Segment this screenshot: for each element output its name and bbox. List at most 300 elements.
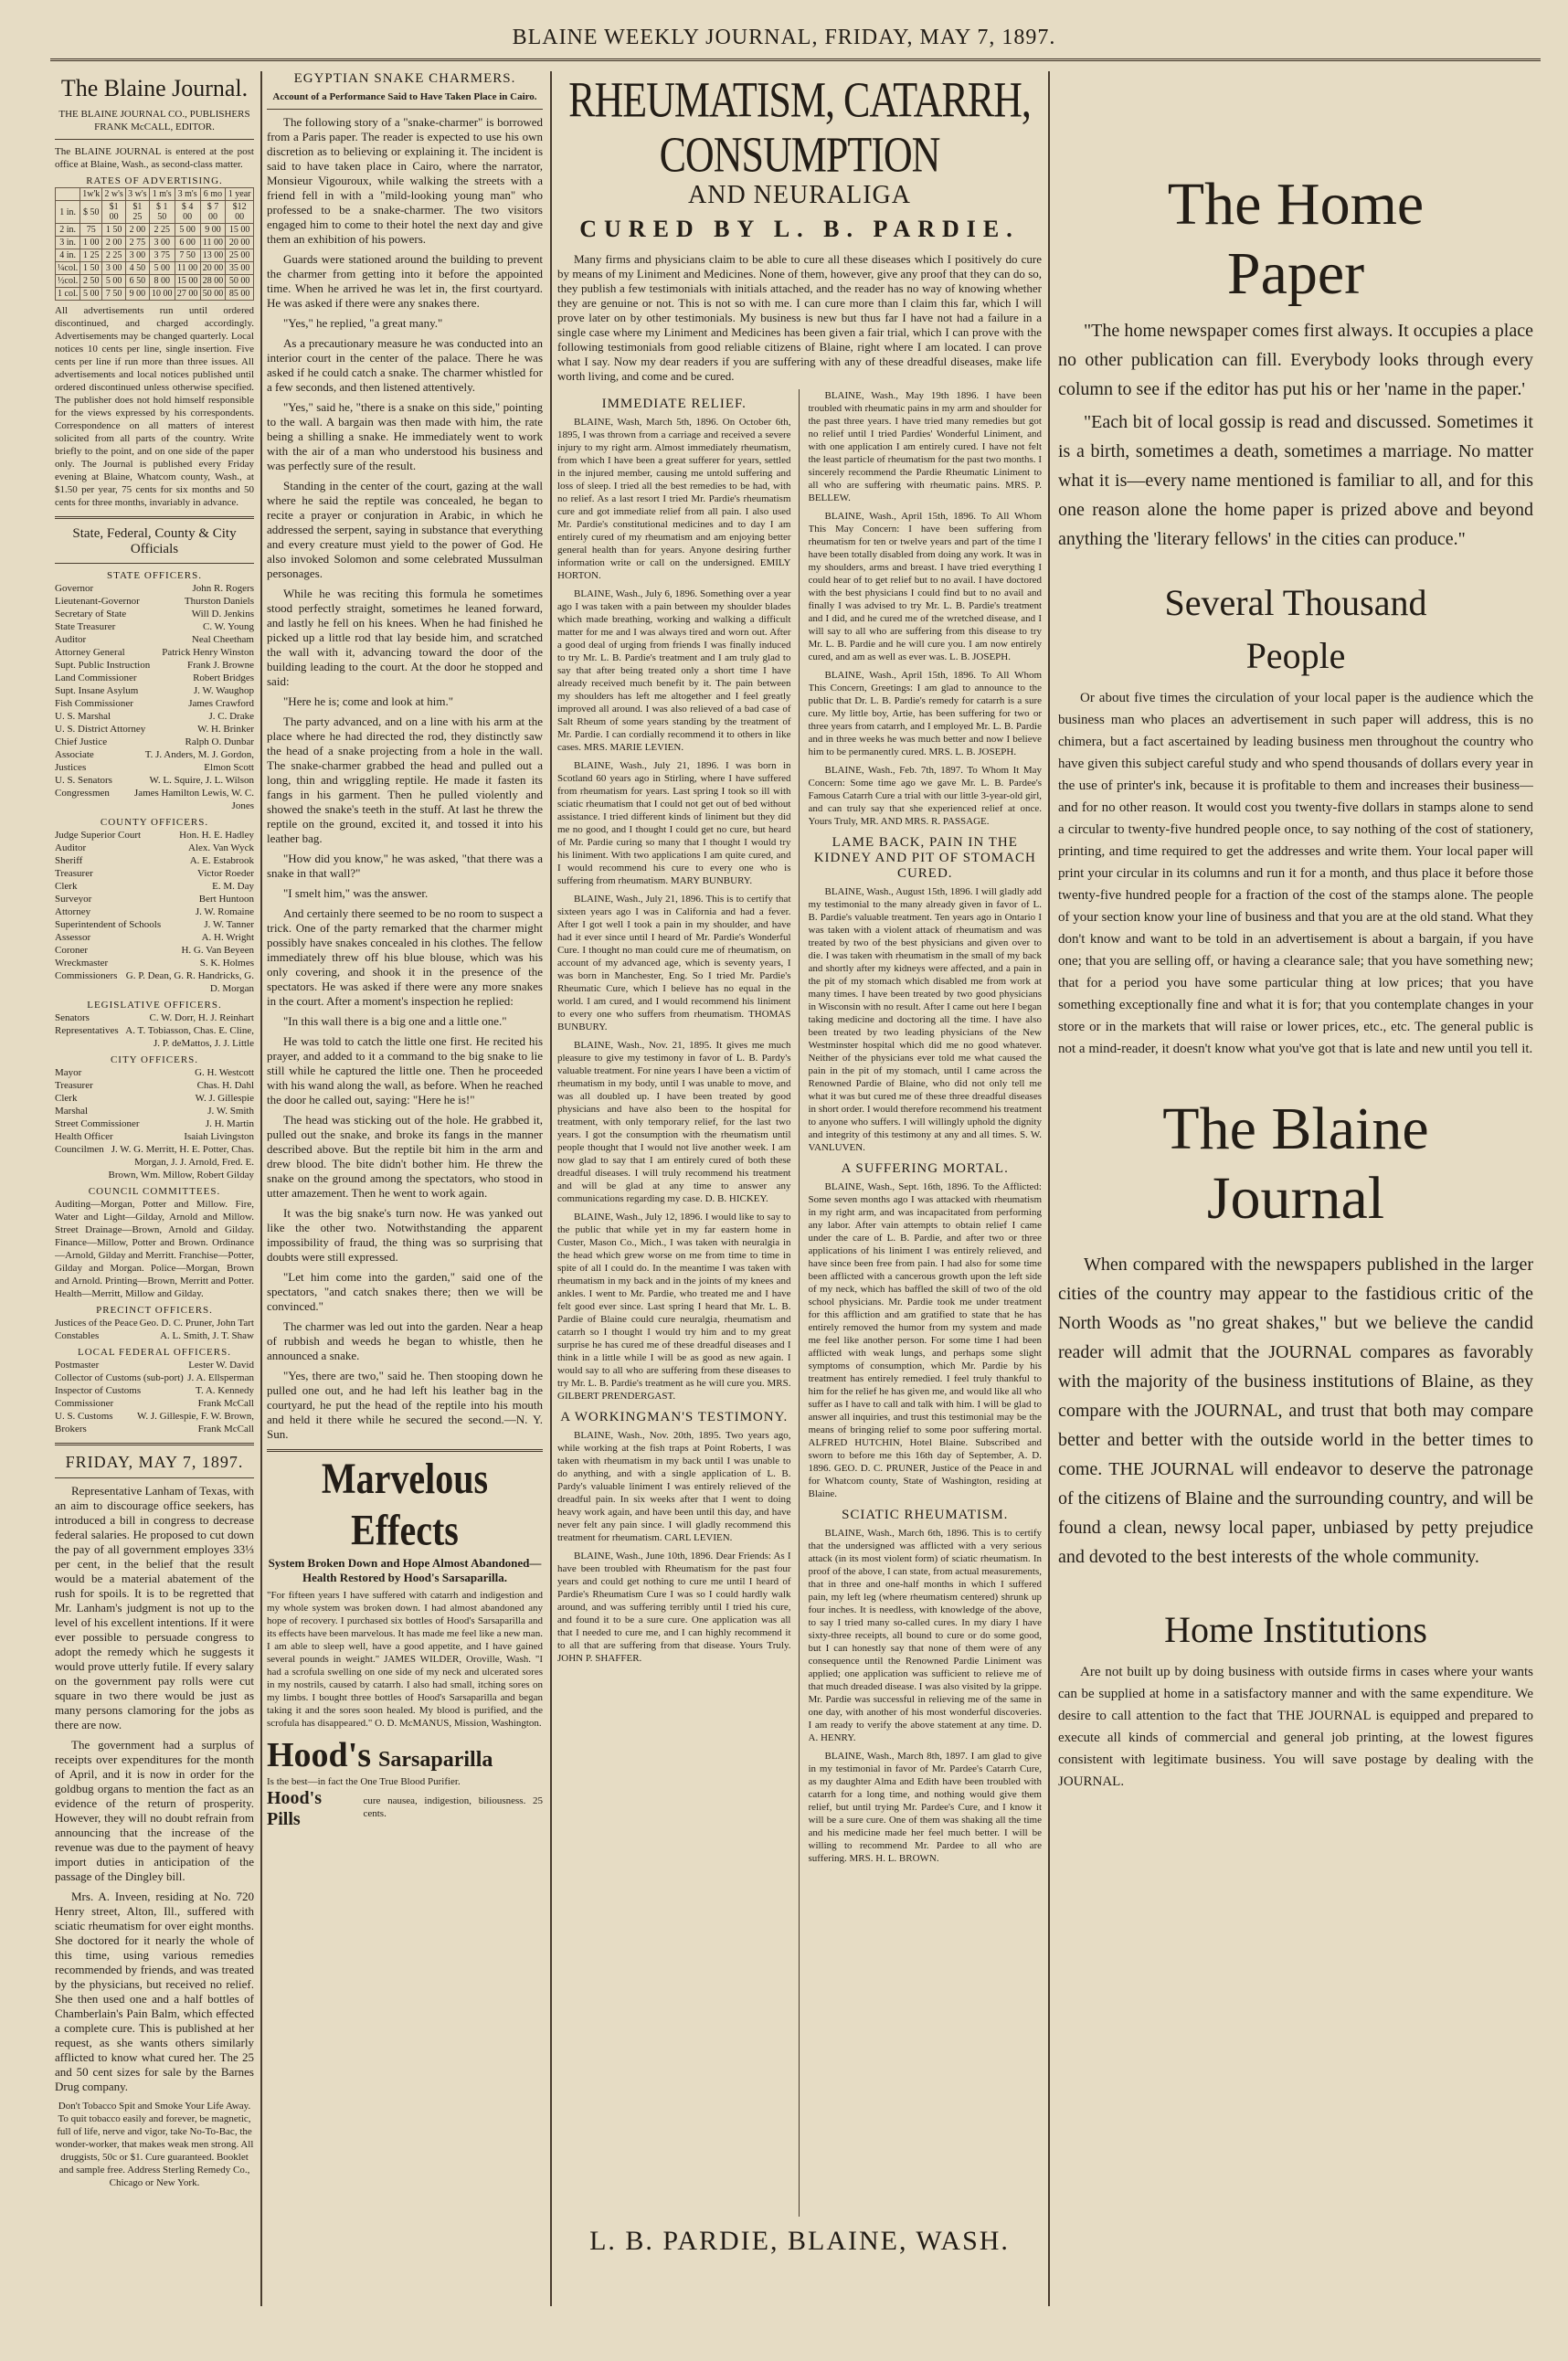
officer-row (55, 969, 254, 995)
article-paragraph: The head was sticking out of the hole. He grabbed it, pulled out the snake, and broke its fangs in the manner described above. But the reptile bit him in the arm and drew blood. The bite didn't bother him. He threw the snake on the ground among the spectators, who stood in utter amazement. Then he went to work again. (267, 1113, 543, 1200)
officer-row (55, 608, 254, 620)
officer-row (55, 880, 254, 893)
testimonial-text: BLAINE, Wash., April 15th, 1896. To All Whom This Concern, Greetings: I am glad to announce to the public that Dr. L. B. Pardie's remedy for catarrh is a sure cure. My little boy, Artie, has been suffering for two or three years from catarrh, and I employed Mr. L. B. Pardie and in three weeks he was much better and now I believe him to be permanently cured. MRS. L. B. JOSEPH. (808, 670, 1042, 757)
testimonial-text: BLAINE, Wash., April 15th, 1896. To All Whom This May Concern: I have been suffering from rheumatism for ten or twelve years and part of the time I have been totally disabled from doing any work. It was in my shoulders, arms and breast. I have tried everything I could hear of to get relief but to no avail. I have doctored with the best physicians I could find but to no avail and finally I was advised to try Mr. L. B. Pardie's treatment and I did, and he cured me of the wretched disease, and I will say to all who are suffering from this disease to try Mr. L. B. Pardie and he will cure you. I am now entirely cured, and am as well as ever was. L. B. JOSEPH. (808, 511, 1042, 662)
officer-row (55, 1105, 254, 1117)
article-title: EGYPTIAN SNAKE CHARMERS. (293, 71, 516, 86)
officer-role: Supt. Public Instruction (55, 660, 151, 671)
rates-cell: 13 00 (200, 249, 226, 262)
rates-header-cell: 1w'k (80, 188, 102, 201)
testimonial-title: A WORKINGMAN'S TESTIMONY. (560, 1410, 789, 1424)
ad-title: Marvelous Effects (321, 1453, 489, 1555)
hoods-logo (267, 1735, 543, 1775)
officer-role: Justices of the Peace (55, 1318, 138, 1329)
article-paragraph: The charmer was led out into the garden. Near a heap of rubbish and weeds he began to whistle, then he announced a snake. (267, 1319, 543, 1362)
rates-cell: 1 col. (56, 288, 80, 301)
officer-role: Coroner (55, 945, 89, 956)
rates-cell: 7 50 (102, 288, 126, 301)
officer-role: Wreckmaster (55, 958, 109, 969)
rates-header-cell: 1 m's (149, 188, 175, 201)
officer-name: Chas. H. Dahl (196, 1080, 254, 1091)
rates-row (56, 224, 254, 237)
blaine-journal-title-1: The Blaine (1162, 1096, 1429, 1162)
officer-row (55, 787, 254, 812)
testimonial-text: BLAINE, Wash., July 21, 1896. I was born in Scotland 60 years ago in Stirling, where I have suffered from rheumatism for years. Last spring I took so ill with sciatic rheumatism that I could not get out of bed without assistance. I tried different kinds of liniment but they did me no good, and I thought I could get no cure, but heard of Mr. Pardie curing so many that I thought I would try his liniment. With two applications I am quite cured, and I would recommend his cure to every one who is suffering from rheumatism. MARY BUNBURY. (557, 760, 791, 886)
divider (267, 109, 543, 110)
officer-role: U. S. Customs Brokers (55, 1411, 113, 1435)
rates-cell: 4 in. (56, 249, 80, 262)
county-officers-list (55, 829, 254, 995)
home-paper-paragraph: "The home newspaper comes first always. It occupies a place no other publication can fill. Everybody looks through every column to see if the editor has put his or her 'name in the paper.' (1058, 321, 1533, 399)
officer-role: Councilmen (55, 1144, 104, 1155)
column-rule (260, 71, 262, 2306)
officer-row (55, 905, 254, 918)
rates-cell: 15 00 (226, 224, 254, 237)
paper-title: The Blaine Journal. (60, 75, 249, 101)
officer-row (55, 620, 254, 633)
rates-row (56, 237, 254, 249)
editorial-paragraph: Representative Lanham of Texas, with an aim to discourage office seekers, has introduced a bill in congress to decrease federal salaries. He proposed to cut down the pay of all government employes 33⅓ per cent, in the belief that the result would be a material abatement of the rush for spoils. It is to be regretted that Mr. Lanham's judgment is not up to the level of his excellent intentions. If it were ever possible to persuade congress to adopt the remedy which he suggests it would prove utterly futile. If every salary on the government pay rolls were cut square in two there would be just as many persons clamoring for the jobs as there are now. (55, 1484, 254, 1731)
officer-role: Marshal (55, 1106, 89, 1117)
hoods-name: Hood's (267, 1736, 372, 1774)
rates-cell: 50 00 (226, 275, 254, 288)
rates-cell: 2 in. (56, 224, 80, 237)
officer-name: W. H. Brinker (197, 724, 254, 735)
officer-role: Governor (55, 583, 94, 594)
officer-row (55, 1011, 254, 1024)
officer-name: Lester W. David (188, 1360, 254, 1371)
officer-row (55, 672, 254, 684)
rates-cell: ½col. (56, 275, 80, 288)
ad-intro (557, 252, 1042, 384)
officer-role: Constables (55, 1330, 100, 1341)
rates-cell: 9 00 (126, 288, 150, 301)
rates-header-cell: 3 m's (175, 188, 200, 201)
officer-name: Frank J. Browne (186, 660, 254, 671)
officer-name: J. W. Smith (207, 1106, 254, 1117)
officer-name: G. P. Dean, G. R. Handricks, G. D. Morgan (125, 970, 254, 994)
rates-row (56, 201, 254, 224)
home-paper-text (1058, 316, 1533, 554)
article-paragraph: He was told to catch the little one first. He recited his prayer, and added to it a command to the big snake to lie still while he captured the little one. Then he proceeded with his wand along the wall, as before. When he reached the door he called out, saying: "Here he is!" (267, 1034, 543, 1106)
legislative-officers-list (55, 1011, 254, 1050)
officer-role: Auditor (55, 842, 87, 853)
rates-cell: 75 (80, 224, 102, 237)
article-paragraph: Standing in the center of the court, gazing at the wall where he said the reptile was concealed, he began to recite a prayer or conjuration in Arabic, in which he addressed the serpent, saying in substance that everything and every creature must yield to the power of God. He also invoked Solomon and some celebrated Mussulman personages. (267, 479, 543, 580)
article-paragraph: While he was reciting this formula he sometimes stood perfectly straight, sometimes he leaned forward, and lastly he fell on his knees. When he had finished he picked up a little rod that lay beside him, and scratched the wall with it, advancing toward the door of the building leading to the court. At the door he stopped and said: (267, 587, 543, 688)
rates-cell: 3 00 (126, 249, 150, 262)
officer-role: U. S. Marshal (55, 711, 111, 722)
rates-header-cell: 1 year (226, 188, 254, 201)
divider (55, 1477, 254, 1478)
hoods-tagline: Is the best—in fact the One True Blood Purifier. (267, 1776, 461, 1787)
rates-cell: 5 00 (149, 262, 175, 275)
officer-row (55, 736, 254, 748)
editor: FRANK McCALL, EDITOR. (94, 122, 215, 132)
column-1 (55, 71, 254, 2189)
institutions-text (1058, 1661, 1533, 1793)
precinct-list (55, 1317, 254, 1342)
officer-name: Isaiah Livingston (184, 1131, 254, 1142)
officer-name: H. G. Van Beyeen (181, 945, 254, 956)
officer-role: Surveyor (55, 894, 92, 905)
officer-role: Attorney General (55, 647, 125, 658)
rates-cell: 2 00 (102, 237, 126, 249)
officer-row (55, 1092, 254, 1105)
ad-footer: L. B. PARDIE, BLAINE, WASH. (589, 2226, 1010, 2256)
article-paragraph: And certainly there seemed to be no room to suspect a trick. One of the party remarked that the charmer might possibly have snakes concealed in his clothes. The fellow immediately threw off his blue blouse, which was his only covering, and shook it in the presence of the spectators. He was asked if there were any more snakes in the court. After a moment's inspection he replied: (267, 906, 543, 1008)
rates-cell: 20 00 (226, 237, 254, 249)
rates-cell: 6 00 (175, 237, 200, 249)
journal-paragraph: When compared with the newspapers published in the larger cities of the country may appear to the fastidious critic of the North Woods as "no great shakes," but we believe the candid reader will admit that the JOURNAL compares as favorably with the majority of the business institutions of Blaine, as they compare with the JOURNAL, and trust that both may compare better and better with the outside world in the better times to come. THE JOURNAL will endeavor to deserve the patronage of the citizens of Blaine and the surrounding country, and will be found a clean, newsy local paper, unbiased by petty prejudice and devoted to the best interests of the whole community. (1058, 1255, 1533, 1567)
officer-name: A. T. Tobiasson, Chas. E. Cline, J. P. deMattos, J. J. Little (125, 1025, 254, 1049)
officer-name: Alex. Van Wyck (188, 842, 254, 853)
rates-cell: 6 50 (126, 275, 150, 288)
rates-cell: 11 00 (200, 237, 226, 249)
rates-row (56, 275, 254, 288)
hoods-pills-name: Hood's Pills (267, 1788, 323, 1829)
federal-list (55, 1359, 254, 1435)
officer-role: Fish Commissioner (55, 698, 133, 709)
divider (55, 1443, 254, 1445)
testimonial-text: BLAINE, Wash., May 19th 1896. I have been troubled with rheumatic pains in my arm and shoulder for the past three years. I have tried many remedies but got no relief until I tried Pardies' Wonderful Liniment, and with one application I am entirely cured. I have not felt the least particle of rheumatism for the past two months. I sincerely recommend the Pardie Rheumatic Liniment to all who are suffering with rheumatic pains. MRS. P. BELLEW. (808, 390, 1042, 503)
officer-name: A. H. Wright (201, 932, 254, 943)
hoods-pills-tag: cure nausea, indigestion, biliousness. 25 cents. (363, 1795, 543, 1819)
rates-cell: $ 7 00 (200, 201, 226, 224)
officer-row (55, 697, 254, 710)
officer-name: Will D. Jenkins (191, 609, 254, 619)
testimonial-text: BLAINE, Wash., Nov. 20th, 1895. Two years ago, while working at the fish traps at Point Roberts, I was taken with rheumatism in my back until I was unable to do anything, and with a single application of L. B. Pardy's valuable liniment I was entirely relieved of the dreadful pain. In six weeks after that I went to doing heavy work again, and have been until this day, and have never felt any pain since. I will gladly recommend this treatment for rheumatism. CARL LEVIEN. (557, 1430, 791, 1543)
testimonials-right (809, 389, 1043, 2217)
rates-cell: 85 00 (226, 288, 254, 301)
article-paragraph: As a precautionary measure he was conducted into an interior court in the center of the palace. There he was asked if he could catch a snake. The charmer whistled for a few seconds, and then listened attentively. (267, 336, 543, 394)
rates-cell: $1 00 (102, 201, 126, 224)
circulation-paragraph: Or about five times the circulation of your local paper is the audience which the business man who places an advertisement in such paper will address, this is no chimera, but a fact ascertained by leading business men throughout the country who have given this subject careful study and who spend thousands of dollars every year in the use of printer's ink, because it is profitable to them and increases their business—and for no other reason. It would cost you twenty-five dollars in stamps alone to send a circular to twenty-five hundred people once, to say nothing of the cost of stationery, printing, and time required to get the addresses and write them. Your local paper will print your circular in its columns and run it for a month, and thus place it before those twenty-five hundred people for a fraction of the cost of the stamps alone. The people of your section know your line of business and that you are at the old stand. What they don't know and want to be told in an advertisement is about a bargain, if you have one; that you are selling off, or having a clearance sale; that you have something new; that for a period you have some particular thing at low prices; that you have something exceptionally fine and what it is for; that you contemplate changes in your store or in the markets that will raise or lower prices, etc., etc. The general public is not a mind-reader, it doesn't know what you've got that is late and new until you tell it. (1058, 691, 1533, 1056)
testimonial-text: BLAINE, Wash., Nov. 21, 1895. It gives me much pleasure to give my testimony in favor of L. B. Pardy's valuable treatment. For nine years I have been a victim of rheumatism in my body, until I was unable to move, and was all doubled up. I have been treated by good physicians and have also been to the hospital for treatment, with only temporary relief, for the last two years. I got the consumption with the rheumatism until people thought that I would not live another week. I am now glad to say that I am entirely cured of both these dreadful diseases. I will truly recommend his treatment and will be glad at any time to answer any communications regarding my case. D. B. HICKEY. (557, 1040, 791, 1204)
officer-name: J. W. G. Merritt, H. E. Potter, Chas. Morgan, J. J. Arnold, Fred. E. Brown, Wm. Millow, Robert Gilday (108, 1144, 254, 1180)
article-paragraph: The party advanced, and on a line with his arm at the place where he had directed the rod, they distinctly saw the head of a snake projecting from a hole in the wall. The snake-charmer grabbed the head and pulled out a long, thin and wriggling reptile. He made it fasten its fangs in his garment. Then he pulled violently and showed the snake's teeth in the stuff. At last he threw the reptile on the ground, excited it, and tossed it into his leather bag. (267, 715, 543, 845)
officer-row (55, 1079, 254, 1092)
officer-role: Health Officer (55, 1131, 113, 1142)
officer-row (55, 1397, 254, 1410)
officer-name: Neal Cheetham (191, 634, 254, 645)
rates-cell: 2 75 (126, 237, 150, 249)
officer-role: Congressmen (55, 788, 110, 799)
officer-row (55, 633, 254, 646)
officer-name: J. W. Tanner (204, 919, 254, 930)
state-officers-list (55, 582, 254, 812)
officer-role: Assessor (55, 932, 91, 943)
officer-role: Secretary of State (55, 609, 127, 619)
officer-name: Bert Huntoon (198, 894, 254, 905)
testimonial-text: BLAINE, Wash., August 15th, 1896. I will gladly add my testimonial to the many already given in favor of L. B. Pardie's valuable treatment. Ten years ago in Ontario I was taken with a violent attack of rheumatism and was treated by two of the best physicians and given over to die. I was taken with rheumatism in the small of my back and shortly after my kidneys were affected, and a pain in the pit of my stomach which disabled me from work at many times. I have been treated by two good physicians in Wisconsin with no result. After I came out here I began taking medicine and doctoring all the time. I have also been treated by two leading physicians of the New Westminster hospital which did me no good whatever. Neither of the physicians ever told me what caused the pain in the pit of my stomach, until I came across the Renowned Pardie of Blaine, who did not only tell me what it was but cured me of these three dreadful diseases in short order. I would therefore recommend his treatment to anyone who suffers. I will willingly uphold the dignity and integrity of this testimony at any and all times. S. W. VANLUVEN. (808, 886, 1042, 1153)
rates-cell: 35 00 (226, 262, 254, 275)
rates-cell: $1 25 (126, 201, 150, 224)
officer-name: Geo. D. C. Pruner, John Tart (139, 1318, 254, 1329)
rates-cell: 1 50 (80, 262, 102, 275)
rates-cell: 5 00 (80, 288, 102, 301)
journal-text (1058, 1250, 1533, 1572)
federal-title: LOCAL FEDERAL OFFICERS. (78, 1347, 231, 1358)
column-5 (1058, 71, 1533, 1798)
committees-text: Auditing—Morgan, Potter and Millow. Fire, Water and Light—Gilday, Arnold and Millow. Street Drainage—Brown, Arnold and Gilday. Finance—Millow, Potter and Brown. Ordinance—Arnold, Gilday and Merritt. Franchise—Potter, Gilday and Morgan. Police—Morgan, Brown and Arnold. Printing—Brown, Merritt and Potter. Health—Merritt, Millow and Gilday. (55, 1199, 254, 1299)
testimonial-text: BLAINE, Wash., July 6, 1896. Something over a year ago I was taken with a pain between my shoulder blades which made breathing, working and walking a difficult matter for me and I was always tired and worn out. After a good deal of urging from friends I was finally induced to try Mr. L. B. Pardie's treatment and I am truly glad to say that after being treated only a short time I have already received much benefit by it. The pain between my shoulders has left me altogether and I feel greatly improved all around. I was also relieved of a bad case of Salt Rheum of some years standing by the treatment of Mr. Pardie. I can cordially recommend it to others in like cases. MRS. MARIE LEVIEN. (557, 588, 791, 753)
intro-paragraph: Many firms and physicians claim to be able to cure all these diseases which I positively do cure by means of my Liniment and Medicines. None of them, however, give any proof that they can do so, they publish a few testimonials with initials attached, and the reader has no way of knowing whether they are genuine or not. This is not so with me. I can cure more than I claim this far, which I will prove later on by other testimonials. My business is new but thus far I have not had a failure in a single case where my Liniment and Medicines has been given a fair trial, which I can prove with the following testimonials from good reliable citizens of Blaine, right where I am located. I can prove what I say. Now my dear readers if you are suffering with any of these dreadful diseases, make life worth living, and come and be cured. (557, 252, 1042, 383)
officer-row (55, 1359, 254, 1371)
rates-cell: 2 00 (126, 224, 150, 237)
officer-name: J. W. Romaine (195, 906, 254, 917)
article-paragraph: "In this wall there is a big one and a little one." (283, 1014, 507, 1028)
rates-cell: 50 00 (200, 288, 226, 301)
rates-cell: 4 50 (126, 262, 150, 275)
officer-role: Judge Superior Court (55, 830, 142, 841)
editorial-paragraph: Mrs. A. Inveen, residing at No. 720 Henry street, Alton, Ill., suffered with sciatic rheumatism for over eight months. She doctored for it nearly the whole of this time, using various remedies recommended by friends, and was treated by the physicians, but received no relief. She then used one and a half bottles of Chamberlain's Pain Balm, which effected a complete cure. This is published at her request, as she wants others similarly afflicted to know what cured her. The 25 and 50 cent sizes for sale by the Barnes Drug company. (55, 1890, 254, 2093)
officer-name: Thurston Daniels (184, 596, 254, 607)
officials-title: State, Federal, County & City Officials (72, 526, 237, 556)
dateline: FRIDAY, MAY 7, 1897. (65, 1453, 244, 1471)
testimonial-title: IMMEDIATE RELIEF. (601, 397, 747, 411)
rates-cell: 28 00 (200, 275, 226, 288)
officer-row (55, 918, 254, 931)
testimonial-text: BLAINE, Wash., Feb. 7th, 1897. To Whom It May Concern: Some time ago we gave Mr. L. B. Pardee's Famous Catarrh Cure a trial with our little 3-year-old girl, and can truly say that she experienced relief at once. Yours Truly, MR. AND MRS. R. PASSAGE. (808, 765, 1042, 827)
officer-role: Clerk (55, 1093, 78, 1104)
hoods-pills (267, 1788, 543, 1830)
rates-table (55, 187, 254, 301)
officer-row (55, 1024, 254, 1050)
officer-name: Robert Bridges (193, 672, 254, 683)
rates-cell: 3 00 (149, 237, 175, 249)
officer-row (55, 723, 254, 736)
testimonials-left (557, 389, 800, 2217)
editorial-paragraph: The government had a surplus of receipts over expenditures for the month of April, and it is now in order for the goldbug organs to mention the fact as an evidence of the return of prosperity. However, they will no doubt refrain from announcing that the increase of the revenue was due to the payment of heavy import duties in anticipation of the passage of the Dingley bill. (55, 1738, 254, 1883)
column-rule (550, 71, 552, 2306)
rates-body (56, 201, 254, 301)
article-paragraph: Guards were stationed around the building to prevent the charmer from getting into it before the appointed time. When he arrived he was let in, the first courtyard. He was asked if there were any snakes there. (267, 252, 543, 310)
officer-role: Treasurer (55, 868, 93, 879)
rates-cell: $12 00 (226, 201, 254, 224)
rates-cell: 11 00 (175, 262, 200, 275)
officer-row (55, 829, 254, 842)
officer-role: U. S. District Attorney (55, 724, 146, 735)
rates-cell: 27 00 (175, 288, 200, 301)
officer-role: Senators (55, 1012, 90, 1023)
officer-name: Patrick Henry Winston (162, 647, 254, 658)
officer-name: C. W. Young (203, 621, 254, 632)
blaine-journal-title-2: Journal (1206, 1165, 1385, 1232)
testimonial-text: BLAINE, Wash., March 6th, 1896. This is to certify that the undersigned was afflicted with a very serious attack (in its most violent form) of sciatic rheumatism. In proof of the above, I can state, from actual measurements, that in three and one-half months in which I suffered pain, my left leg (where rheumatism centered) shrunk up four inches. It is needless, with knowledge of the above, to say I tried many so-called cures. In my diary I have sixty-three receipts, all bound to cure or do some good, but I can honestly say that none of them were of any consequence until the Renowned Pardie Liniment was applied; one application was sufficient to relieve me of that much dreaded disease. I was also visited by la grippe. Mr. Pardie was successful in relieving me of the same in one day, with another of his most wonderful discoveries. I am ready to verify the above statement at any time. D. A. HENRY. (808, 1528, 1042, 1743)
officer-role: Supt. Insane Asylum (55, 685, 139, 696)
officer-role: Auditor (55, 634, 87, 645)
officer-row (55, 1066, 254, 1079)
column-rule (1048, 71, 1050, 2306)
officer-role: Treasurer (55, 1080, 93, 1091)
officer-row (55, 854, 254, 867)
testimonial-columns (557, 389, 1042, 2217)
hoods-product: Sarsaparilla (378, 1748, 493, 1772)
officer-role: Postmaster (55, 1360, 100, 1371)
snake-article-body (267, 115, 543, 1442)
rates-cell: ¼col. (56, 262, 80, 275)
column-2 (267, 71, 543, 1830)
publisher: THE BLAINE JOURNAL CO., PUBLISHERS (58, 109, 250, 120)
officer-name: S. K. Holmes (199, 958, 254, 969)
divider (55, 139, 254, 140)
rates-cell: 1 in. (56, 201, 80, 224)
officer-role: Clerk (55, 881, 78, 892)
rates-header-cell: 3 w's (126, 188, 150, 201)
rates-cell: 8 00 (149, 275, 175, 288)
officer-row (55, 957, 254, 969)
officer-row (55, 944, 254, 957)
officer-name: A. E. Estabrook (189, 855, 254, 866)
officer-name: Frank McCall (197, 1398, 254, 1409)
home-paper-title-2: Paper (1226, 240, 1365, 307)
entered-notice: The BLAINE JOURNAL is entered at the post office at Blaine, Wash., as second-class matter. (55, 146, 254, 170)
rates-cell: 7 50 (175, 249, 200, 262)
testimonial-title: LAME BACK, PAIN IN THE KIDNEY AND PIT OF STOMACH CURED. (813, 835, 1036, 881)
officer-role: Inspector of Customs (55, 1385, 142, 1396)
testimonial-text: BLAINE, Wash., July 21, 1896. This is to certify that sixteen years ago I was in California and had a fever. After I got well I took a pain in my shoulder, and have had it ever since until I heard of Mr. Pardie's Wonderful Cure. I thought no man could cure me of rheumatism, on account of my advanced age, which is seventy years, I was born in Manchester, Eng. So I tried Mr. Pardie's Rheumatic Cure, which I believe has no equal in the world. I am cured, and I would recommend his liniment to every one who suffers from rheumatism. THOMAS BUNBURY. (557, 894, 791, 1032)
circulation-text (1058, 687, 1533, 1060)
ad-headline-2: AND NEURALIGA (688, 181, 911, 209)
officer-name: T. J. Anders, M. J. Gordon, Elmon Scott (144, 749, 254, 773)
officer-role: Collector of Customs (sub-port) (55, 1372, 184, 1383)
officer-row (55, 1117, 254, 1130)
officer-role: Chief Justice (55, 736, 108, 747)
officer-role: Lieutenant-Governor (55, 596, 140, 607)
officer-row (55, 867, 254, 880)
precinct-title: PRECINCT OFFICERS. (96, 1305, 213, 1316)
several-thousand-title: Several Thousand (1164, 582, 1427, 623)
article-paragraph: "How did you know," he was asked, "that there was a snake in that wall?" (267, 852, 543, 880)
officer-row (55, 659, 254, 672)
testimonial-text: BLAINE, Wash., March 8th, 1897. I am glad to give in my testimonial in favor of Mr. Pardee's Catarrh Cure, as my daughter Alma and Edith have been troubled with catarrh for a long time, and nothing would give them relief, but until trying Mr. Pardee's Cure, and I know it will be a sure cure. One of them was shaking all the time and his medicine made her feel much better. I will be willing to recommend Mr. Pardee to all who are suffering. MRS. H. L. BROWN. (808, 1751, 1042, 1864)
institutions-paragraph: Are not built up by doing business with outside firms in cases where your wants can be supplied at home in a satisfactory manner and with the same expenditure. We desire to call attention to the fact that THE JOURNAL is equipped and prepared to execute all kinds of commercial and general job printing, at the lowest figures consistent with legitimate business. You will save postage by dealing with the JOURNAL. (1058, 1665, 1533, 1789)
article-paragraph: "Yes," he replied, "a great many." (283, 316, 443, 330)
editorial-text (55, 1484, 254, 2094)
officer-name: James Hamilton Lewis, W. C. Jones (133, 788, 254, 811)
officer-role: Attorney (55, 906, 91, 917)
home-paper-paragraph: "Each bit of local gossip is read and discussed. Sometimes it is a birth, sometimes a death, sometimes a marriage. No matter what it is—every name mentioned is familiar to all, and for this one reason alone the home paper is prized above and beyond anything the 'literary fellows' in the cities can produce." (1058, 412, 1533, 549)
rates-cell: 1 50 (102, 224, 126, 237)
rates-cell: 3 in. (56, 237, 80, 249)
officer-role: Land Commissioner (55, 672, 137, 683)
officer-row (55, 582, 254, 595)
officer-name: E. M. Day (212, 881, 254, 892)
officer-role: Sheriff (55, 855, 83, 866)
article-subtitle: Account of a Performance Said to Have Taken Place in Cairo. (272, 91, 537, 102)
rates-row (56, 262, 254, 275)
officer-name: W. L. Squire, J. L. Wilson (149, 775, 254, 786)
article-paragraph: "Yes, there are two," said he. Then stooping down he pulled one out, and he had left his leather bag in the courtyard, he put the head of the reptile into his mouth and held it there while he secured the second.—N. Y. Sun. (267, 1369, 543, 1441)
officer-name: J. C. Drake (208, 711, 254, 722)
city-officers-list (55, 1066, 254, 1181)
officer-name: W. J. Gillespie, F. W. Brown, Frank McCall (137, 1411, 254, 1435)
rates-cell: 3 00 (102, 262, 126, 275)
officer-name: James Crawford (188, 698, 254, 709)
testimonial-title: A SUFFERING MORTAL. (841, 1161, 1009, 1176)
top-rule (50, 58, 1541, 61)
officer-row (55, 842, 254, 854)
officer-role: Mayor (55, 1067, 82, 1078)
officer-row (55, 748, 254, 774)
officer-row (55, 1317, 254, 1329)
officer-row (55, 595, 254, 608)
rates-cell: $ 50 (80, 201, 102, 224)
rates-header-row (56, 188, 254, 201)
article-paragraph: The following story of a "snake-charmer" is borrowed from a Paris paper. The reader is expected to use his own discretion as to believing or explaining it. The incident is said to have taken place in Cairo, where the narrator, Monsieur Vigouroux, while walking the streets with a friend fell in with a "mild-looking young man" who professed to be a snake-charmer. The two visitors engaged him to come to their hotel the next day and give them an exhibition of his powers. (267, 115, 543, 246)
officer-name: G. H. Westcott (195, 1067, 254, 1078)
divider (267, 1449, 543, 1452)
rates-cell: 9 00 (200, 224, 226, 237)
testimonial-text: BLAINE, Wash., July 12, 1896. I would like to say to the public that while yet in my far eastern home in Custer, Mason Co., Mich., I was taken with neuralgia in the head which grew worse on me from time to time in spite of all I could do. In the meantime I was taken with rheumatism in my back and in the joints of my knees and ankles. I went to Mr. Pardie, who treated me and I have felt good ever since. Last spring I heard that Mr. L. B. Pardie of Blaine could cure neuralgia, rheumatism and catarrh so I thought I would try him and to my great surprise he has cured me of these dreadful diseases and I think in a little while I will be as good as new again. I would say to all who are suffering from these diseases to try Mr. L. B. Pardie's treatment as he will cure you. MRS. GILBERT PRENDERGAST. (557, 1212, 791, 1402)
officer-row (55, 931, 254, 944)
officer-row (55, 1384, 254, 1397)
rates-cell: 1 00 (80, 237, 102, 249)
officer-row (55, 1329, 254, 1342)
officer-row (55, 893, 254, 905)
rates-header-cell: 6 mo (200, 188, 226, 201)
officer-role: Commissioner (55, 1398, 114, 1409)
officer-name: J. A. Ellsperman (187, 1372, 254, 1383)
officer-name: C. W. Dorr, H. J. Reinhart (149, 1012, 254, 1023)
rates-cell: $ 1 50 (149, 201, 175, 224)
article-paragraph: "Yes," said he, "there is a snake on this side," pointing to the wall. A bargain was then made with him, the rate being a shilling a snake. He immediately went to work with the air of a man who understood his business and was perfectly sure of the result. (267, 400, 543, 472)
rates-cell: 2 25 (102, 249, 126, 262)
home-institutions-title: Home Institutions (1164, 1609, 1427, 1650)
rates-cell: 2 50 (80, 275, 102, 288)
committees-title: COUNCIL COMMITTEES. (88, 1186, 221, 1197)
state-officers-title: STATE OFFICERS. (107, 570, 202, 581)
cured-by: CURED BY L. B. PARDIE. (579, 216, 1020, 242)
article-paragraph: "Here he is; come and look at him." (283, 694, 454, 708)
officer-role: Commissioners (55, 970, 118, 981)
rates-cell: 20 00 (200, 262, 226, 275)
article-paragraph: "Let him come into the garden," said one of the spectators, "and catch snakes there; then we will be convinced." (267, 1270, 543, 1313)
rates-cell: 1 25 (80, 249, 102, 262)
officer-name: John R. Rogers (192, 583, 254, 594)
divider (55, 563, 254, 564)
rates-row (56, 249, 254, 262)
testimonial-title: SCIATIC RHEUMATISM. (842, 1508, 1009, 1522)
ad-text: "For fifteen years I have suffered with catarrh and indigestion and my whole system was broken down. I had almost abandoned any hope of recovery. I purchased six bottles of Hood's Sarsaparilla and its effects have been marvelous. It has made me feel like a new man. I am able to sleep well, have a good appetite, and I have gained several pounds in weight." JAMES WILDER, Oroville, Wash. "I had a scrofula swelling on one side of my neck and ulcerated sores in my nostrils, caused by catarrh. I also had small, itching sores on my limbs. I bought three bottles of Hood's Sarsaparilla and began taking it and the sores soon healed. My blood is purified, and the scrofula has disappeared." O. D. McMANUS, Mission, Washington. (267, 1590, 543, 1729)
testimonial-text: BLAINE, Wash., Sept. 16th, 1896. To the Afflicted: Some seven months ago I was attacked with rheumatism in my right arm, and was incapacitated from performing any labor. After vain attempts to obtain relief I came under the care of L. B. Pardie, and after two or three applications of his liniment I was entirely relieved, and have since been free from pain. I had also for some time been afflicted with a cancerous growth upon the left side of my neck, which has baffled the skill of two of the old school physicians. Mr. Pardie took me under treatment for this affliction and am gratified to state that he has entirely removed the humor from my system and made me feel like another person. For some time I had been afflicted with weak lungs, and perhaps some slight symptoms of consumption, which Mr. Pardie by his treatment has entirely remedied. I feel truly thankful to him for the relief he has given me, and would like all who suffer as I have to call and talk with him. I will be glad to answer all inquiries, and trust this testimonial may be the means of bringing relief to some poor suffering mortal. ALFRED HUTCHIN, Hotel Blaine. Subscribed and sworn to before me this 16th day of September, A. D. 1896. GEO. D. C. PRUNER, Justice of the Peace in and for Whatcom county, State of Washington, residing at Blaine. (808, 1181, 1042, 1499)
people-title: People (1245, 635, 1346, 676)
ad-subtitle: System Broken Down and Hope Almost Abandoned—Health Restored by Hood's Sarsaparilla. (268, 1556, 542, 1584)
testimonial-text: BLAINE, Wash, March 5th, 1896. On October 6th, 1895, I was thrown from a carriage and received a severe injury to my right arm. Almost immediately rheumatism, from which I have been a great sufferer for years, settled in the injured member, causing me untold suffering and loss of sleep. I tried all the best remedies to be had, with no relief. As a last resort I tried Mr. Pardie's rheumatism cure and got immediate relief from all pain. I also used Mr. Pardie's constitutional medicines and to day I am entirely cured of my rheumatism and am enjoying better general health than for years. Anyone desiring further information write or call on the undersigned. EMILY HORTON. (557, 417, 791, 581)
officer-role: U. S. Senators (55, 775, 112, 786)
divider (55, 516, 254, 519)
article-paragraph: "I smelt him," was the answer. (283, 886, 429, 900)
article-paragraph: It was the big snake's turn now. He was yanked out like the other two. Notwithstanding the apparent impossibility of fraud, the thing was so surprising that doubts were still expressed. (267, 1206, 543, 1264)
home-paper-title-1: The Home (1167, 171, 1425, 238)
rates-title: RATES OF ADVERTISING. (86, 175, 223, 186)
officer-role: Associate Justices (55, 749, 94, 773)
rates-cell: 15 00 (175, 275, 200, 288)
officer-name: W. J. Gillespie (195, 1093, 254, 1104)
rates-cell: 25 00 (226, 249, 254, 262)
officer-row (55, 774, 254, 787)
rates-cell: 5 00 (175, 224, 200, 237)
officer-row (55, 1410, 254, 1435)
rates-notes: All advertisements run until ordered discontinued, and charged accordingly. Advertisements may be changed quarterly. Local notices 10 cents per line, single insertion. Five cents per line if run more than three issues. All advertisements and local notices published until ordered discontinued unless otherwise specified. The publisher does not hold himself responsible for the views expressed by his correspondents. Correspondence on all matters of interest solicited from all parts of the country. Write briefly to the point, and on one side of the paper only. The Journal is published every Friday evening at Blaine, Whatcom county, Wash., at $1.50 per year, 75 cents for six months and 50 cents for three months, invariably in advance. (55, 305, 254, 508)
officer-role: Street Commissioner (55, 1118, 140, 1129)
rates-cell: 2 25 (149, 224, 175, 237)
rates-row (56, 288, 254, 301)
officer-role: State Treasurer (55, 621, 116, 632)
rates-cell: 10 00 (149, 288, 175, 301)
pardie-advertisement (557, 71, 1042, 2337)
